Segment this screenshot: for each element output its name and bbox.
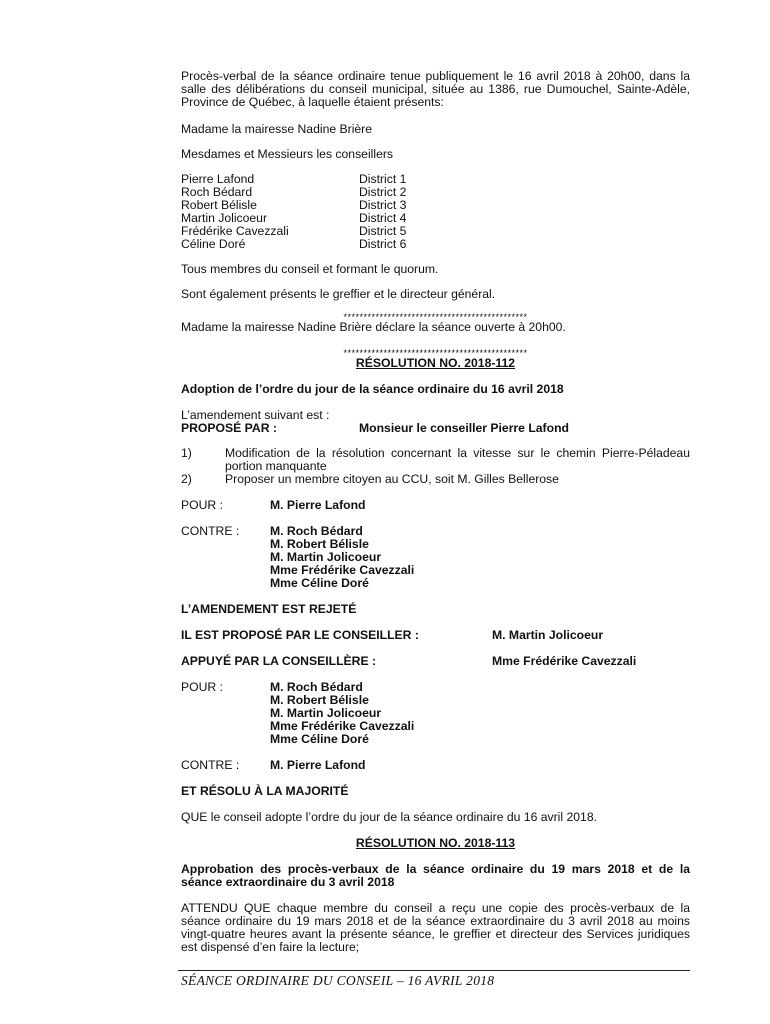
resolution-title: Approbation des procès-verbaux de la séance ordinaire du 19 mars 2018 et de la séance extraordinaire du 3 avril 2018 (181, 862, 690, 889)
councillor-row (181, 225, 690, 238)
opening-line: Madame la mairesse Nadine Brière déclare la séance ouverte à 20h00. (181, 320, 566, 334)
councillor-name: Roch Bédard (181, 185, 253, 199)
intro-paragraph: Procès-verbal de la séance ordinaire tenue publiquement le 16 avril 2018 à 20h00, dans la salle des délibérations du conseil municipal, située au 1386, rue Dumouchel, Sainte-Adèle, Province de Québec, à laquelle étaient présents: (181, 69, 690, 109)
seconded-by-label: APPUYÉ PAR LA CONSEILLÈRE : (181, 654, 377, 668)
attendu-paragraph: ATTENDU QUE chaque membre du conseil a reçu une copie des procès-verbaux de la séance ordinaire du 19 mars 2018 et de la séance extraordinaire du 3 avril 2018 au moins vingt-quatre heures avant la présente séance, le greffier et directeur des Services juridiques est dispensé d’en faire la lecture; (181, 901, 690, 954)
councillor-row (181, 238, 690, 251)
page-footer: SÉANCE ORDINAIRE DU CONSEIL – 16 AVRIL 2018 (181, 973, 495, 988)
voter-name: Mme Céline Doré (270, 732, 369, 746)
councillor-district: District 2 (359, 185, 407, 199)
councillor-district: District 5 (359, 224, 407, 238)
proposed-by-value: Monsieur le conseiller Pierre Lafond (359, 421, 569, 435)
councillor-name: Céline Doré (181, 237, 246, 251)
footer-rule (178, 970, 690, 971)
councillor-district: District 4 (359, 211, 407, 225)
councillor-name: Robert Bélisle (181, 198, 257, 212)
councillor-district: District 3 (359, 198, 407, 212)
voter-name: M. Martin Jolicoeur (270, 706, 382, 720)
separator-stars: ********************************************** (343, 348, 528, 358)
proposed-by-row (181, 422, 690, 435)
contre-label: CONTRE : (181, 758, 240, 772)
also-present-line: Sont également présents le greffier et le directeur général. (181, 287, 496, 301)
mayor-line: Madame la mairesse Nadine Brière (181, 122, 373, 136)
seconded-by-row (181, 655, 690, 668)
pour-label: POUR : (181, 498, 223, 512)
councillors-heading: Mesdames et Messieurs les conseillers (181, 147, 394, 161)
councillor-row (181, 173, 690, 186)
separator-stars: ********************************************** (343, 312, 528, 322)
voter-name: M. Roch Bédard (270, 680, 363, 694)
resolved-majority: ET RÉSOLU À LA MAJORITÉ (181, 784, 349, 798)
amendment-rejected: L’AMENDEMENT EST REJETÉ (181, 602, 357, 616)
voter-name: M. Martin Jolicoeur (270, 550, 382, 564)
resolution-number: RÉSOLUTION NO. 2018-112 (355, 356, 516, 370)
item-number: 1) (181, 446, 192, 460)
councillor-district: District 1 (359, 172, 407, 186)
councillor-row (181, 186, 690, 199)
resolution-que: QUE le conseil adopte l’ordre du jour de la séance ordinaire du 16 avril 2018. (181, 810, 597, 824)
proposed-by-label: PROPOSÉ PAR : (181, 421, 277, 435)
moved-by-value: M. Martin Jolicoeur (492, 628, 604, 642)
pour-label: POUR : (181, 680, 223, 694)
voter-name: Mme Frédérike Cavezzali (270, 719, 415, 733)
voter-name: Mme Céline Doré (270, 576, 369, 590)
amendment-intro: L’amendement suivant est : (181, 408, 330, 422)
councillor-district: District 6 (359, 237, 407, 251)
vote-for-resolution (181, 681, 690, 746)
seconded-by-value: Mme Frédérike Cavezzali (492, 654, 637, 668)
voter-name: M. Pierre Lafond (270, 758, 366, 772)
vote-against-resolution (181, 759, 690, 772)
quorum-line: Tous membres du conseil et formant le quorum. (181, 262, 439, 276)
item-number: 2) (181, 472, 192, 486)
voter-name: M. Pierre Lafond (270, 498, 366, 512)
councillor-name: Martin Jolicoeur (181, 211, 268, 225)
item-text: Proposer un membre citoyen au CCU, soit M. Gilles Bellerose (225, 472, 559, 486)
item-text: Modification de la résolution concernant la vitesse sur le chemin Pierre-Péladeau portion manquante (225, 446, 690, 473)
moved-by-label: IL EST PROPOSÉ PAR LE CONSEILLER : (181, 628, 419, 642)
amendment-items (181, 447, 690, 486)
voter-name: M. Roch Bédard (270, 524, 363, 538)
list-item (181, 447, 690, 473)
list-item (181, 473, 690, 486)
minutes-page (181, 70, 690, 954)
councillors-list (181, 173, 690, 251)
contre-label: CONTRE : (181, 524, 240, 538)
vote-against-amendment (181, 525, 690, 590)
councillor-name: Frédérike Cavezzali (181, 224, 289, 238)
resolution-title: Adoption de l’ordre du jour de la séance ordinaire du 16 avril 2018 (181, 382, 564, 396)
resolution-number: RÉSOLUTION NO. 2018-113 (355, 836, 516, 850)
moved-by-row (181, 629, 690, 642)
vote-for-amendment (181, 499, 690, 512)
voter-name: Mme Frédérike Cavezzali (270, 563, 415, 577)
voter-name: M. Robert Bélisle (270, 693, 369, 707)
councillor-name: Pierre Lafond (181, 172, 255, 186)
voter-name: M. Robert Bélisle (270, 537, 369, 551)
